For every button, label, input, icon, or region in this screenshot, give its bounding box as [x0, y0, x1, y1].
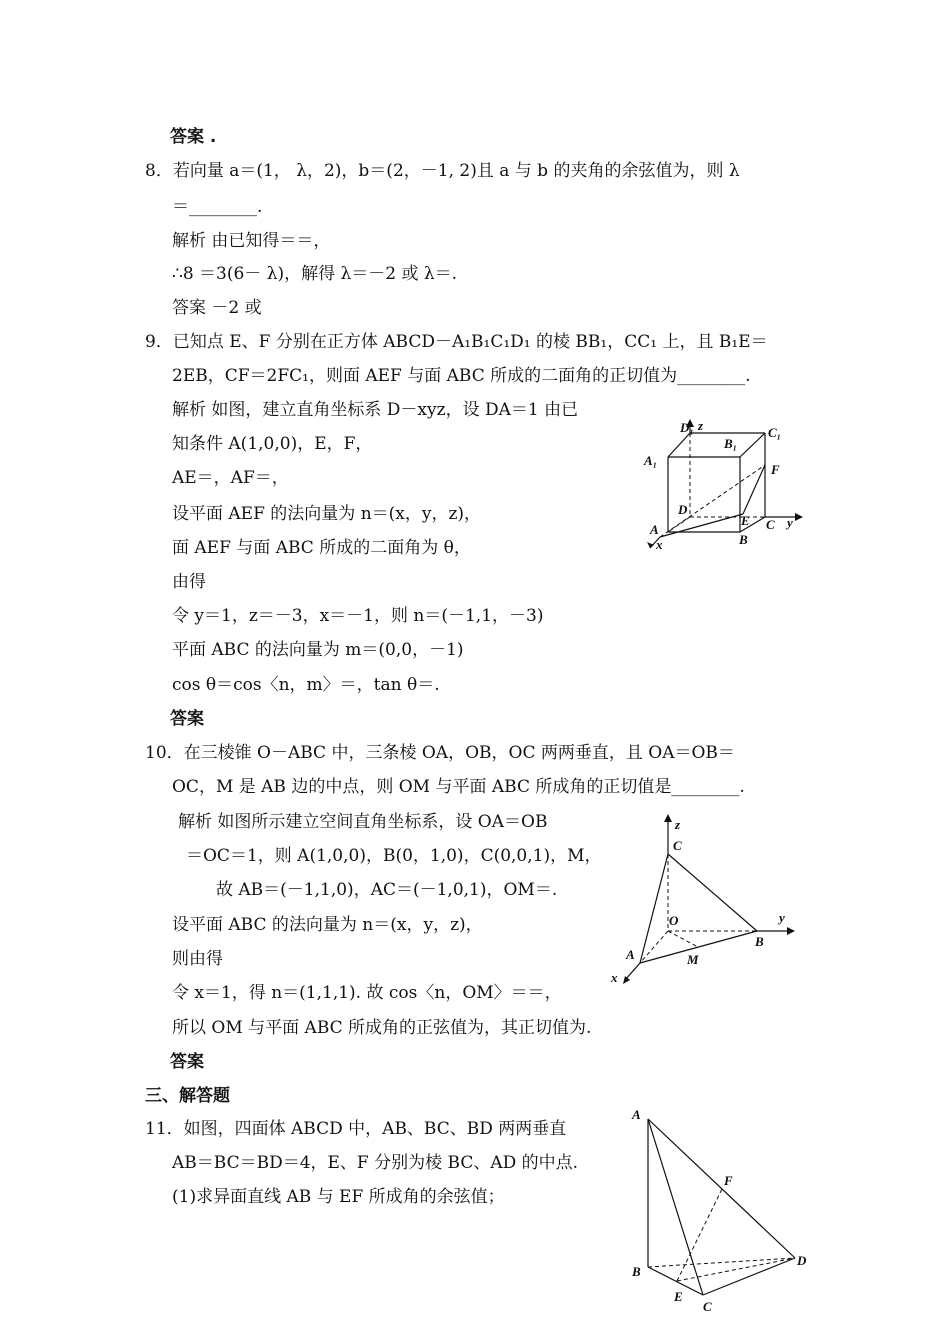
answer-8: 答案 －2 或	[172, 298, 262, 318]
label-B: B	[739, 532, 748, 547]
label-C: C	[703, 1299, 712, 1314]
label-C: C	[766, 517, 775, 532]
solution-10-line2: ＝OC＝1，则 A(1,0,0)，B(0，1,0)，C(0,0,1)，M，	[186, 846, 602, 866]
solution-10-line6: 令 x＝1，得 n＝(1,1,1). 故 cos〈n，OM〉＝＝，	[172, 983, 562, 1003]
answer-9: 答案	[170, 709, 204, 729]
cube-figure	[640, 415, 810, 555]
solution-9-line5: 面 AEF 与面 ABC 所成的二面角为 θ，	[172, 538, 471, 558]
solution-9-line9: cos θ＝cos〈n，m〉＝，tan θ＝.	[172, 675, 440, 695]
solution-9-line6: 由得	[172, 572, 206, 592]
problem-11-line2: AB＝BC＝BD＝4，E、F 分别为棱 BC、AD 的中点.	[172, 1153, 579, 1173]
problem-8-blank: ＝________.	[172, 197, 263, 217]
label-D: D	[678, 502, 688, 517]
label-B: B	[755, 934, 764, 949]
label-z: z	[675, 817, 681, 832]
answer-label: 答案 .	[170, 127, 217, 147]
label-y: y	[787, 515, 793, 530]
solution-8-line2: ∴8 ＝3(6－ λ)，解得 λ＝－2 或 λ＝.	[172, 264, 458, 284]
solution-10-line1: 解析 如图所示建立空间直角坐标系，设 OA＝OB	[178, 812, 548, 832]
label-A: A	[626, 947, 635, 962]
tetrahedron-oabc-figure	[605, 812, 805, 992]
label-D: D	[797, 1253, 807, 1268]
label-B: B	[632, 1264, 641, 1279]
solution-9-line1: 解析 如图，建立直角坐标系 D－xyz，设 DA＝1 由已	[172, 400, 579, 420]
problem-8: 8．若向量 a＝(1， λ，2)，b＝(2，－1, 2)且 a 与 b 的夹角的余弦值为，则 λ	[145, 161, 740, 181]
section-heading: 三、解答题	[145, 1086, 230, 1106]
solution-9-line8: 平面 ABC 的法向量为 m＝(0,0，－1)	[172, 640, 464, 660]
solution-10-line3: 故 AB＝(－1,1,0)，AC＝(－1,0,1)，OM＝.	[216, 880, 558, 900]
label-E: E	[741, 513, 750, 528]
tetrahedron-abcd-figure	[625, 1105, 820, 1320]
solution-10-line4: 设平面 ABC 的法向量为 n＝(x，y，z)，	[172, 915, 483, 935]
label-D1: D₁	[680, 420, 694, 435]
label-C1: C₁	[768, 425, 782, 440]
label-C: C	[673, 838, 682, 853]
problem-11-part1: (1)求异面直线 AB 与 EF 所成角的余弦值；	[172, 1187, 505, 1207]
label-x: x	[656, 537, 663, 552]
problem-10-line1: 10．在三棱锥 O－ABC 中，三条棱 OA，OB，OC 两两垂直，且 OA＝OB＝	[145, 743, 735, 763]
problem-11-line1: 11．如图，四面体 ABCD 中，AB、BC、BD 两两垂直	[145, 1119, 567, 1139]
problem-10-line2: OC，M 是 AB 边的中点，则 OM 与平面 ABC 所成角的正切值是________.	[172, 777, 745, 797]
label-A1: A₁	[644, 453, 658, 468]
label-E: E	[674, 1289, 683, 1304]
label-O: O	[669, 913, 679, 928]
label-x: x	[611, 970, 618, 985]
label-B1: B₁	[724, 436, 738, 451]
answer-10: 答案	[170, 1052, 204, 1072]
solution-8-line1: 解析 由已知得＝＝，	[172, 231, 331, 251]
solution-10-line5: 则由得	[172, 949, 223, 969]
label-z: z	[698, 418, 704, 433]
label-F: F	[771, 462, 780, 477]
label-F: F	[724, 1173, 733, 1188]
label-M: M	[687, 952, 699, 967]
problem-9-line1: 9．已知点 E、F 分别在正方体 ABCD－A₁B₁C₁D₁ 的棱 BB₁，CC₁ 上，且 B₁E＝	[145, 332, 768, 352]
problem-9-line2: 2EB，CF＝2FC₁，则面 AEF 与面 ABC 所成的二面角的正切值为________.	[172, 366, 751, 386]
label-y: y	[779, 910, 785, 925]
label-A: A	[632, 1107, 641, 1122]
solution-9-line7: 令 y＝1，z＝－3，x＝－1，则 n＝(－1,1，－3)	[172, 606, 544, 626]
solution-9-line2: 知条件 A(1,0,0)，E，F，	[172, 434, 373, 454]
label-A: A	[650, 522, 659, 537]
solution-9-line3: AE＝，AF＝，	[172, 468, 289, 488]
solution-10-line7: 所以 OM 与平面 ABC 所成角的正弦值为，其正切值为.	[172, 1018, 592, 1038]
solution-9-line4: 设平面 AEF 的法向量为 n＝(x，y，z)，	[172, 504, 482, 524]
